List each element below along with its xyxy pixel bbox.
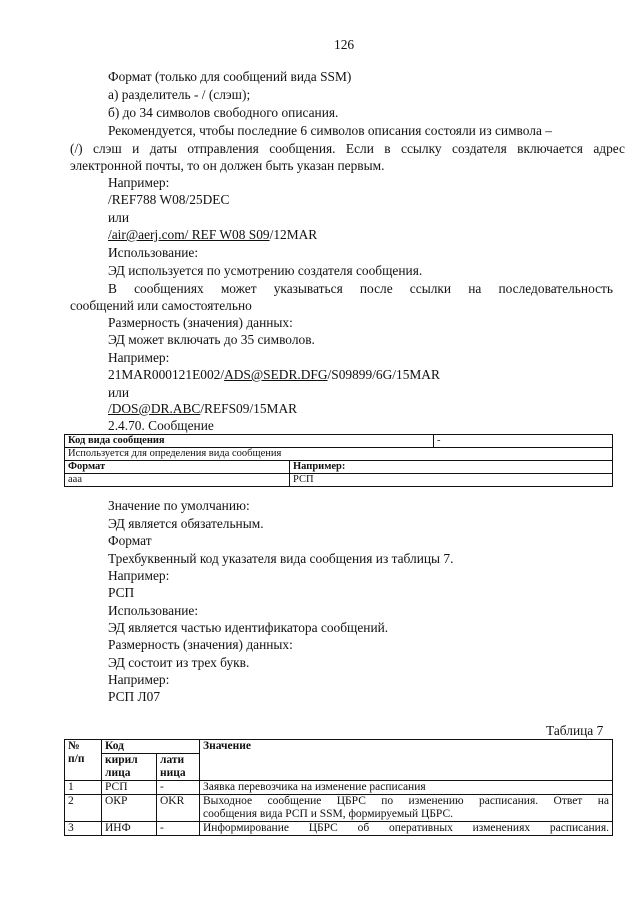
row-lat: - [157,781,200,795]
text-line: ЭД используется по усмотрению создателя сообщения. [108,263,423,278]
text-line: или [108,385,130,400]
text-line: сообщений или самостоятельно [70,298,252,313]
row-meaning: Информирование ЦБРС об оперативных изменениях расписания. [200,822,613,836]
text-line: (/) слэш и даты отправления сообщения. Если в ссылку создателя включается адрес [70,141,625,156]
text-line: ЭД является частью идентификатора сообщений. [108,620,389,635]
text-line: ЭД состоит из трех букв. [108,655,250,670]
message-codes-table [64,739,613,836]
text-line: Например: [108,568,170,583]
section-heading: 2.4.70. Сообщение [108,418,214,433]
table-row [65,822,613,836]
text-line: Размерность (значения) данных: [108,637,293,652]
row-lat: OKR [157,795,200,822]
cyr-header: кирил лица [102,754,157,781]
code-value: - [434,435,613,448]
format-value: aaa [65,474,290,487]
example-code: /air@aerj.com/ REF W08 S09/12MAR [108,227,318,242]
row-meaning: Выходное сообщение ЦБРС по изменению расписания. Ответ на сообщения вида РСП и SSM, формируемый ЦБРС. [200,795,613,822]
example-header: Например: [290,461,613,474]
example-code: 21MAR000121E002/ADS@SEDR.DFG/S09899/6G/15MAR [108,367,440,382]
text-line: Рекомендуется, чтобы последние 6 символов описания состояли из символа – [108,123,552,138]
text-line: б) до 34 символов свободного описания. [108,105,339,120]
text-line: РСП Л07 [108,689,161,704]
text-line: Формат [108,533,152,548]
lat-header: лати ница [157,754,200,781]
example-value: РСП [290,474,613,487]
text-line: ЭД может включать до 35 символов. [108,332,315,347]
row-num: 1 [65,781,102,795]
meaning-header: Значение [200,740,613,781]
email-link: ADS@SEDR.DFG [224,367,328,382]
email-link: /air@aerj.com/ REF W08 S09 [108,227,270,242]
text-line: Например: [108,350,170,365]
text-line: В сообщениях может указываться после ссылки на последовательность [108,281,613,296]
code-header: Код вида сообщения [65,435,434,448]
row-meaning: Заявка перевозчика на изменение расписания [200,781,613,795]
table-row [65,795,613,822]
page-number: 126 [334,37,355,52]
example-code: /REF788 W08/25DEC [108,192,230,207]
text-line: Формат (только для сообщений вида SSM) [108,69,352,84]
row-cyr: РСП [102,781,157,795]
row-cyr: ОКР [102,795,157,822]
text-line: РСП [108,585,135,600]
text-line: а) разделитель - / (слэш); [108,87,251,102]
row-num: 3 [65,822,102,836]
text-line: Например: [108,175,170,190]
row-lat: - [157,822,200,836]
text-line: Например: [108,672,170,687]
text-line: или [108,210,130,225]
row-num: 2 [65,795,102,822]
text-line: Использование: [108,603,199,618]
row-cyr: ИНФ [102,822,157,836]
table-row [65,781,613,795]
text-line: электронной почты, то он должен быть указан первым. [70,158,385,173]
description: Используется для определения вида сообщения [65,448,613,461]
num-header: № п/п [65,740,102,781]
example-code: /DOS@DR.ABC/REFS09/15MAR [108,401,298,416]
code-header: Код [102,740,200,754]
text-line: Размерность (значения) данных: [108,315,293,330]
text-line: ЭД является обязательным. [108,516,264,531]
text-line: Трехбуквенный код указателя вида сообщения из таблицы 7. [108,551,454,566]
message-type-table [64,434,613,487]
text-line: Использование: [108,245,199,260]
format-header: Формат [65,461,290,474]
table-caption: Таблица 7 [546,723,604,738]
text-line: Значение по умолчанию: [108,498,250,513]
email-link: /DOS@DR.ABC [108,401,201,416]
